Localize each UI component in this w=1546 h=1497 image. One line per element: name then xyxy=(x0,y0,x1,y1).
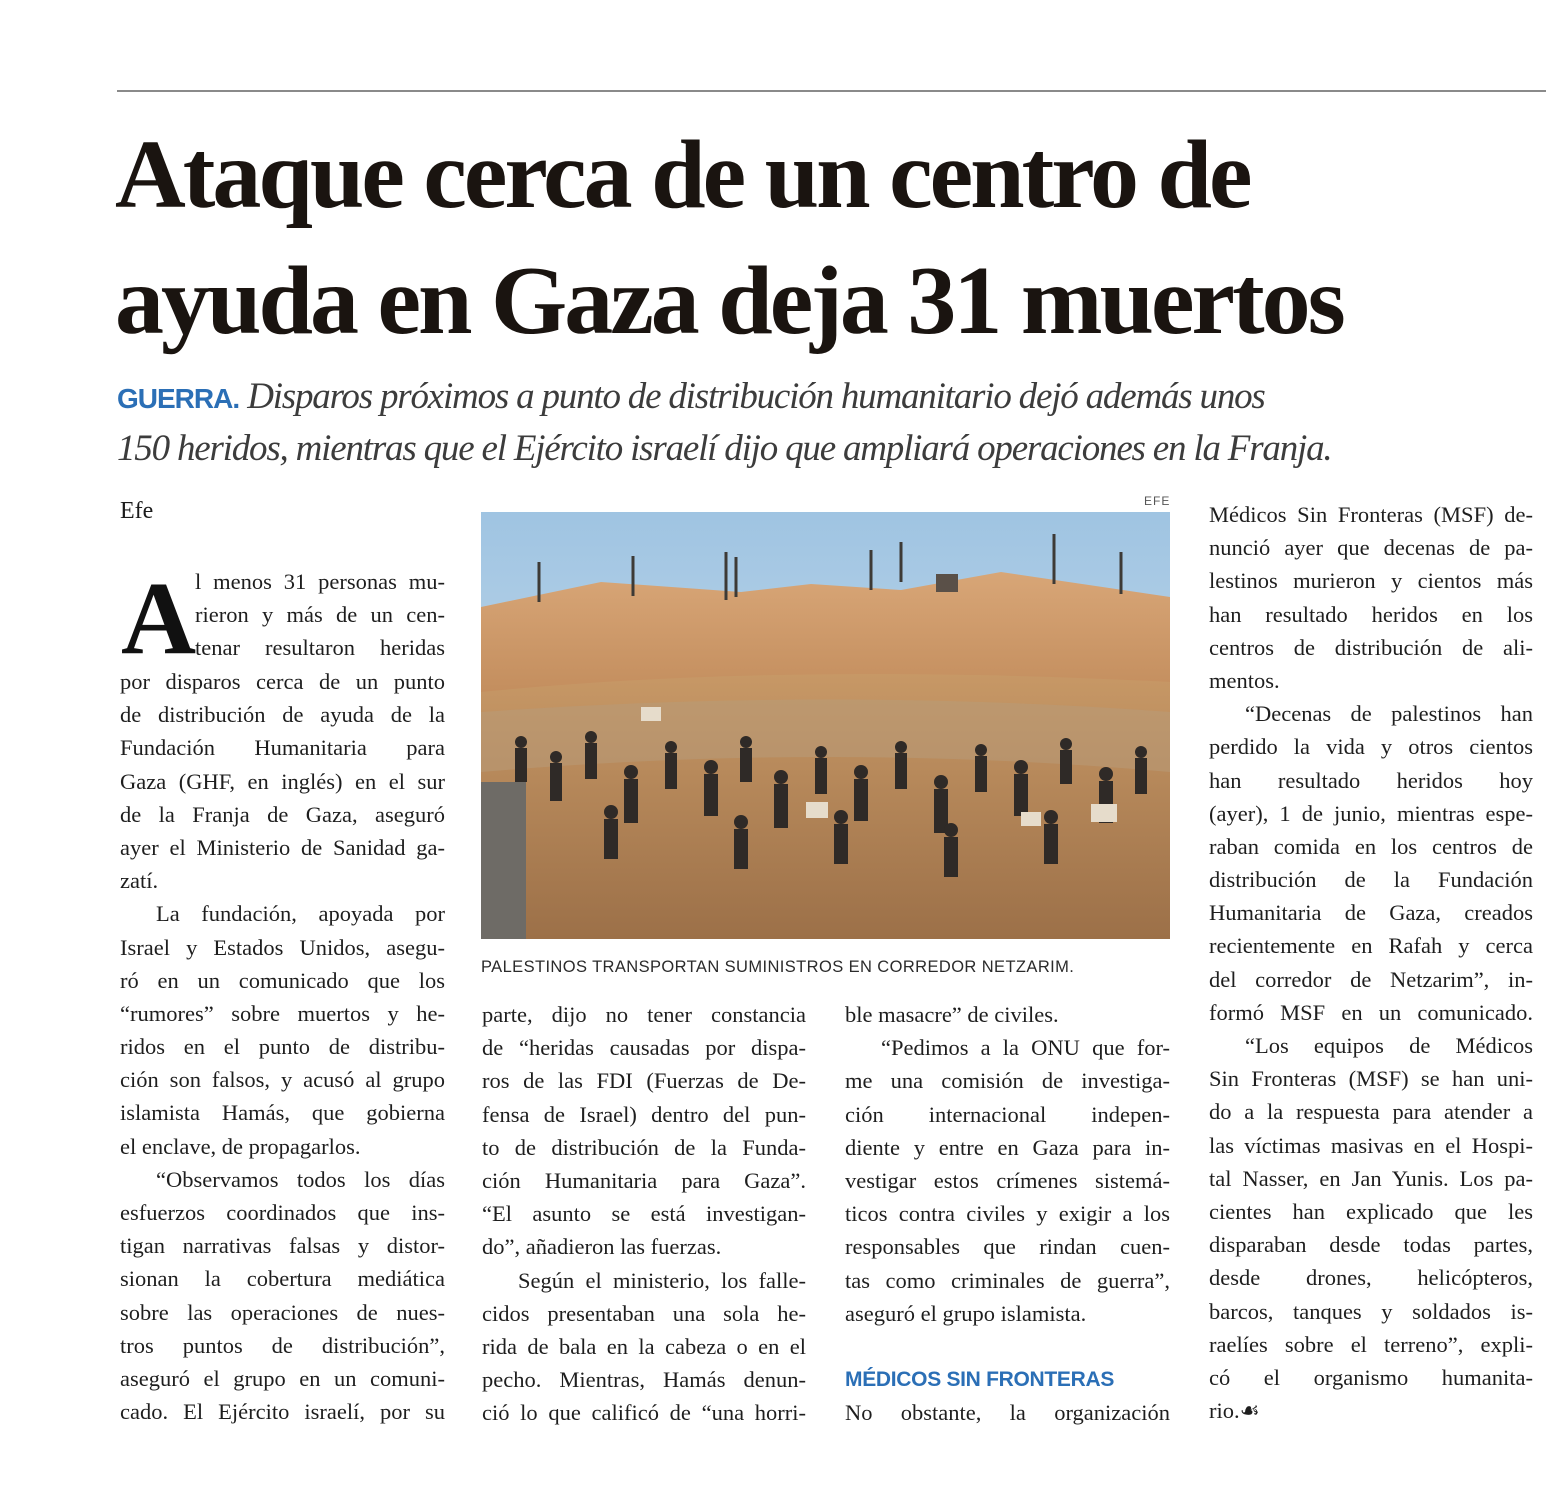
text-line: de la Franja de Gaza, aseguró xyxy=(120,801,445,827)
text-line: do”, añadieron las fuerzas. xyxy=(482,1234,722,1260)
text-line: raban comida en los centros de xyxy=(1209,833,1533,859)
text-line: perdido la vida y otros cientos xyxy=(1209,734,1533,760)
text-line: centros de distribución de ali- xyxy=(1209,634,1533,660)
subhead-text-1: Disparos próximos a punto de distribución humanitario dejó además unos xyxy=(247,376,1265,417)
column-2 xyxy=(482,998,806,1429)
final-word: rio. xyxy=(1209,1398,1240,1424)
text-line: han resultado heridos en los xyxy=(1209,601,1533,627)
text-line: diente y entre en Gaza para in- xyxy=(845,1134,1170,1160)
text-line: zatí. xyxy=(120,868,159,894)
text-line: ción internacional indepen- xyxy=(845,1101,1170,1127)
photo-illustration xyxy=(481,512,1170,939)
text-line: Médicos Sin Fronteras (MSF) de- xyxy=(1209,502,1533,527)
text-line: tros puntos de distribución”, xyxy=(120,1332,445,1358)
text-line: de “heridas causadas por dispa- xyxy=(482,1035,806,1061)
text-line: ayer el Ministerio de Sanidad ga- xyxy=(120,834,445,860)
text-line: “Pedimos a la ONU que for- xyxy=(881,1035,1170,1061)
text-line: La fundación, apoyada por xyxy=(156,901,445,927)
text-line: por disparos cerca de un punto xyxy=(120,669,445,694)
column-4 xyxy=(1209,498,1533,1427)
text-line: có el organismo humanita- xyxy=(1209,1364,1533,1390)
text-line: sobre las operaciones de nues- xyxy=(120,1299,445,1325)
text-line: el enclave, de propagarlos. xyxy=(120,1133,361,1159)
text-line: ción Humanitaria para Gaza”. xyxy=(482,1167,806,1193)
text-line: lestinos murieron y cientos más xyxy=(1209,568,1533,594)
text-line: barcos, tanques y soldados is- xyxy=(1209,1298,1533,1324)
text-line: ción son falsos, y acusó al grupo xyxy=(120,1067,445,1093)
text-line: Fundación Humanitaria para xyxy=(120,735,445,761)
text-line: ros de las FDI (Fuerzas de De- xyxy=(482,1068,806,1094)
text-line: raelíes sobre el terreno”, expli- xyxy=(1209,1331,1533,1357)
photo-credit: EFE xyxy=(1144,494,1171,508)
text-line: distribución de la Fundación xyxy=(1209,867,1533,893)
text-line: Sin Fronteras (MSF) se han uni- xyxy=(1209,1066,1533,1092)
text-line: (ayer), 1 de junio, mientras espe- xyxy=(1209,800,1533,826)
text-line: formó MSF en un comunicado. xyxy=(1209,999,1533,1025)
text-line: del corredor de Netzarim”, in- xyxy=(1209,966,1533,992)
text-line: recientemente en Rafah y cerca xyxy=(1209,933,1533,959)
text-line: ció lo que calificó de “una horri- xyxy=(482,1400,806,1426)
text-line: “Decenas de palestinos han xyxy=(1245,701,1533,727)
text-line: fensa de Israel) dentro del pun- xyxy=(482,1101,806,1127)
photo-caption: PALESTINOS TRANSPORTAN SUMINISTROS EN CORREDOR NETZARIM. xyxy=(481,958,1075,976)
text-line: do a la respuesta para atender a xyxy=(1209,1099,1533,1125)
column-3 xyxy=(845,998,1170,1429)
text-line: sionan la cobertura mediática xyxy=(120,1266,445,1292)
subhead-line-2: 150 heridos, mientras que el Ejército israelí dijo que ampliará operaciones en la Franja. xyxy=(117,428,1332,469)
top-rule xyxy=(117,90,1546,92)
text-line: mentos. xyxy=(1209,667,1280,693)
text-line: ró en un comunicado que los xyxy=(120,967,445,993)
text-line: disparaban desde todas partes, xyxy=(1209,1232,1533,1258)
text-line: “rumores” sobre muertos y he- xyxy=(120,1000,445,1026)
text-line-final xyxy=(1209,1394,1533,1427)
text-line: l menos 31 personas mu- xyxy=(195,569,445,594)
text-line: cientes han explicado que les xyxy=(1209,1198,1533,1224)
text-line: pecho. Mientras, Hamás denun- xyxy=(482,1367,806,1393)
text-line: islamista Hamás, que gobierna xyxy=(120,1100,445,1126)
text-line: “Los equipos de Médicos xyxy=(1245,1033,1533,1058)
text-line: Humanitaria de Gaza, creados xyxy=(1209,900,1533,926)
column-1-dropcap-lines xyxy=(195,565,445,665)
text-line: rida de bala en la cabeza o en el xyxy=(482,1333,806,1359)
text-line: desde drones, helicópteros, xyxy=(1209,1265,1533,1291)
byline: Efe xyxy=(120,498,154,524)
text-line: cidos presentaban una sola he- xyxy=(482,1300,806,1326)
headline xyxy=(115,112,1535,364)
text-line: de distribución de ayuda de la xyxy=(120,702,445,728)
text-line: Gaza (GHF, en inglés) en el sur xyxy=(120,768,445,794)
text-line: No obstante, la organización xyxy=(845,1400,1170,1426)
text-line: nunció ayer que decenas de pa- xyxy=(1209,535,1533,561)
text-line: parte, dijo no tener constancia xyxy=(482,1002,806,1027)
text-line: han resultado heridos hoy xyxy=(1209,767,1533,793)
section-head-msf: MÉDICOS SIN FRONTERAS xyxy=(845,1368,1115,1392)
end-mark-icon: ☙ xyxy=(1239,1398,1260,1424)
text-line: “El asunto se está investigan- xyxy=(482,1201,806,1227)
text-line: aseguró el grupo en un comuni- xyxy=(120,1365,445,1391)
news-photo xyxy=(481,512,1170,939)
text-line: tenar resultaron heridas xyxy=(195,635,445,661)
spacer-line xyxy=(845,1330,1170,1363)
text-line: ticos contra civiles y exigir a los xyxy=(845,1201,1170,1227)
text-line: Según el ministerio, los falle- xyxy=(518,1267,806,1293)
text-line: vestigar estos crímenes sistemá- xyxy=(845,1167,1170,1193)
text-line: ridos en el punto de distribu- xyxy=(120,1034,445,1060)
subheadline xyxy=(117,372,1537,474)
drop-cap: A xyxy=(121,561,197,676)
text-line: las víctimas masivas en el Hospi- xyxy=(1209,1132,1533,1158)
text-line: cado. El Ejército israelí, por su xyxy=(120,1399,445,1425)
text-line: “Observamos todos los días xyxy=(156,1166,445,1192)
headline-line-2: ayuda en Gaza deja 31 muertos xyxy=(115,247,1343,355)
text-line: to de distribución de la Funda- xyxy=(482,1134,806,1160)
text-line: tigan narrativas falsas y distor- xyxy=(120,1233,445,1259)
headline-line-1: Ataque cerca de un centro de xyxy=(115,121,1250,229)
text-line: tal Nasser, en Jan Yunis. Los pa- xyxy=(1209,1165,1533,1191)
kicker: GUERRA. xyxy=(117,383,240,414)
text-line: ble masacre” de civiles. xyxy=(845,1002,1059,1027)
column-1 xyxy=(120,665,445,1428)
text-line: rieron y más de un cen- xyxy=(195,602,445,628)
subhead-line-1 xyxy=(117,372,1537,424)
text-line: Israel y Estados Unidos, asegu- xyxy=(120,934,445,960)
text-line: responsables que rindan cuen- xyxy=(845,1234,1170,1260)
text-line: tas como criminales de guerra”, xyxy=(845,1267,1170,1293)
text-line: me una comisión de investiga- xyxy=(845,1068,1170,1094)
text-line: esfuerzos coordinados que ins- xyxy=(120,1200,445,1225)
text-line: aseguró el grupo islamista. xyxy=(845,1300,1087,1326)
